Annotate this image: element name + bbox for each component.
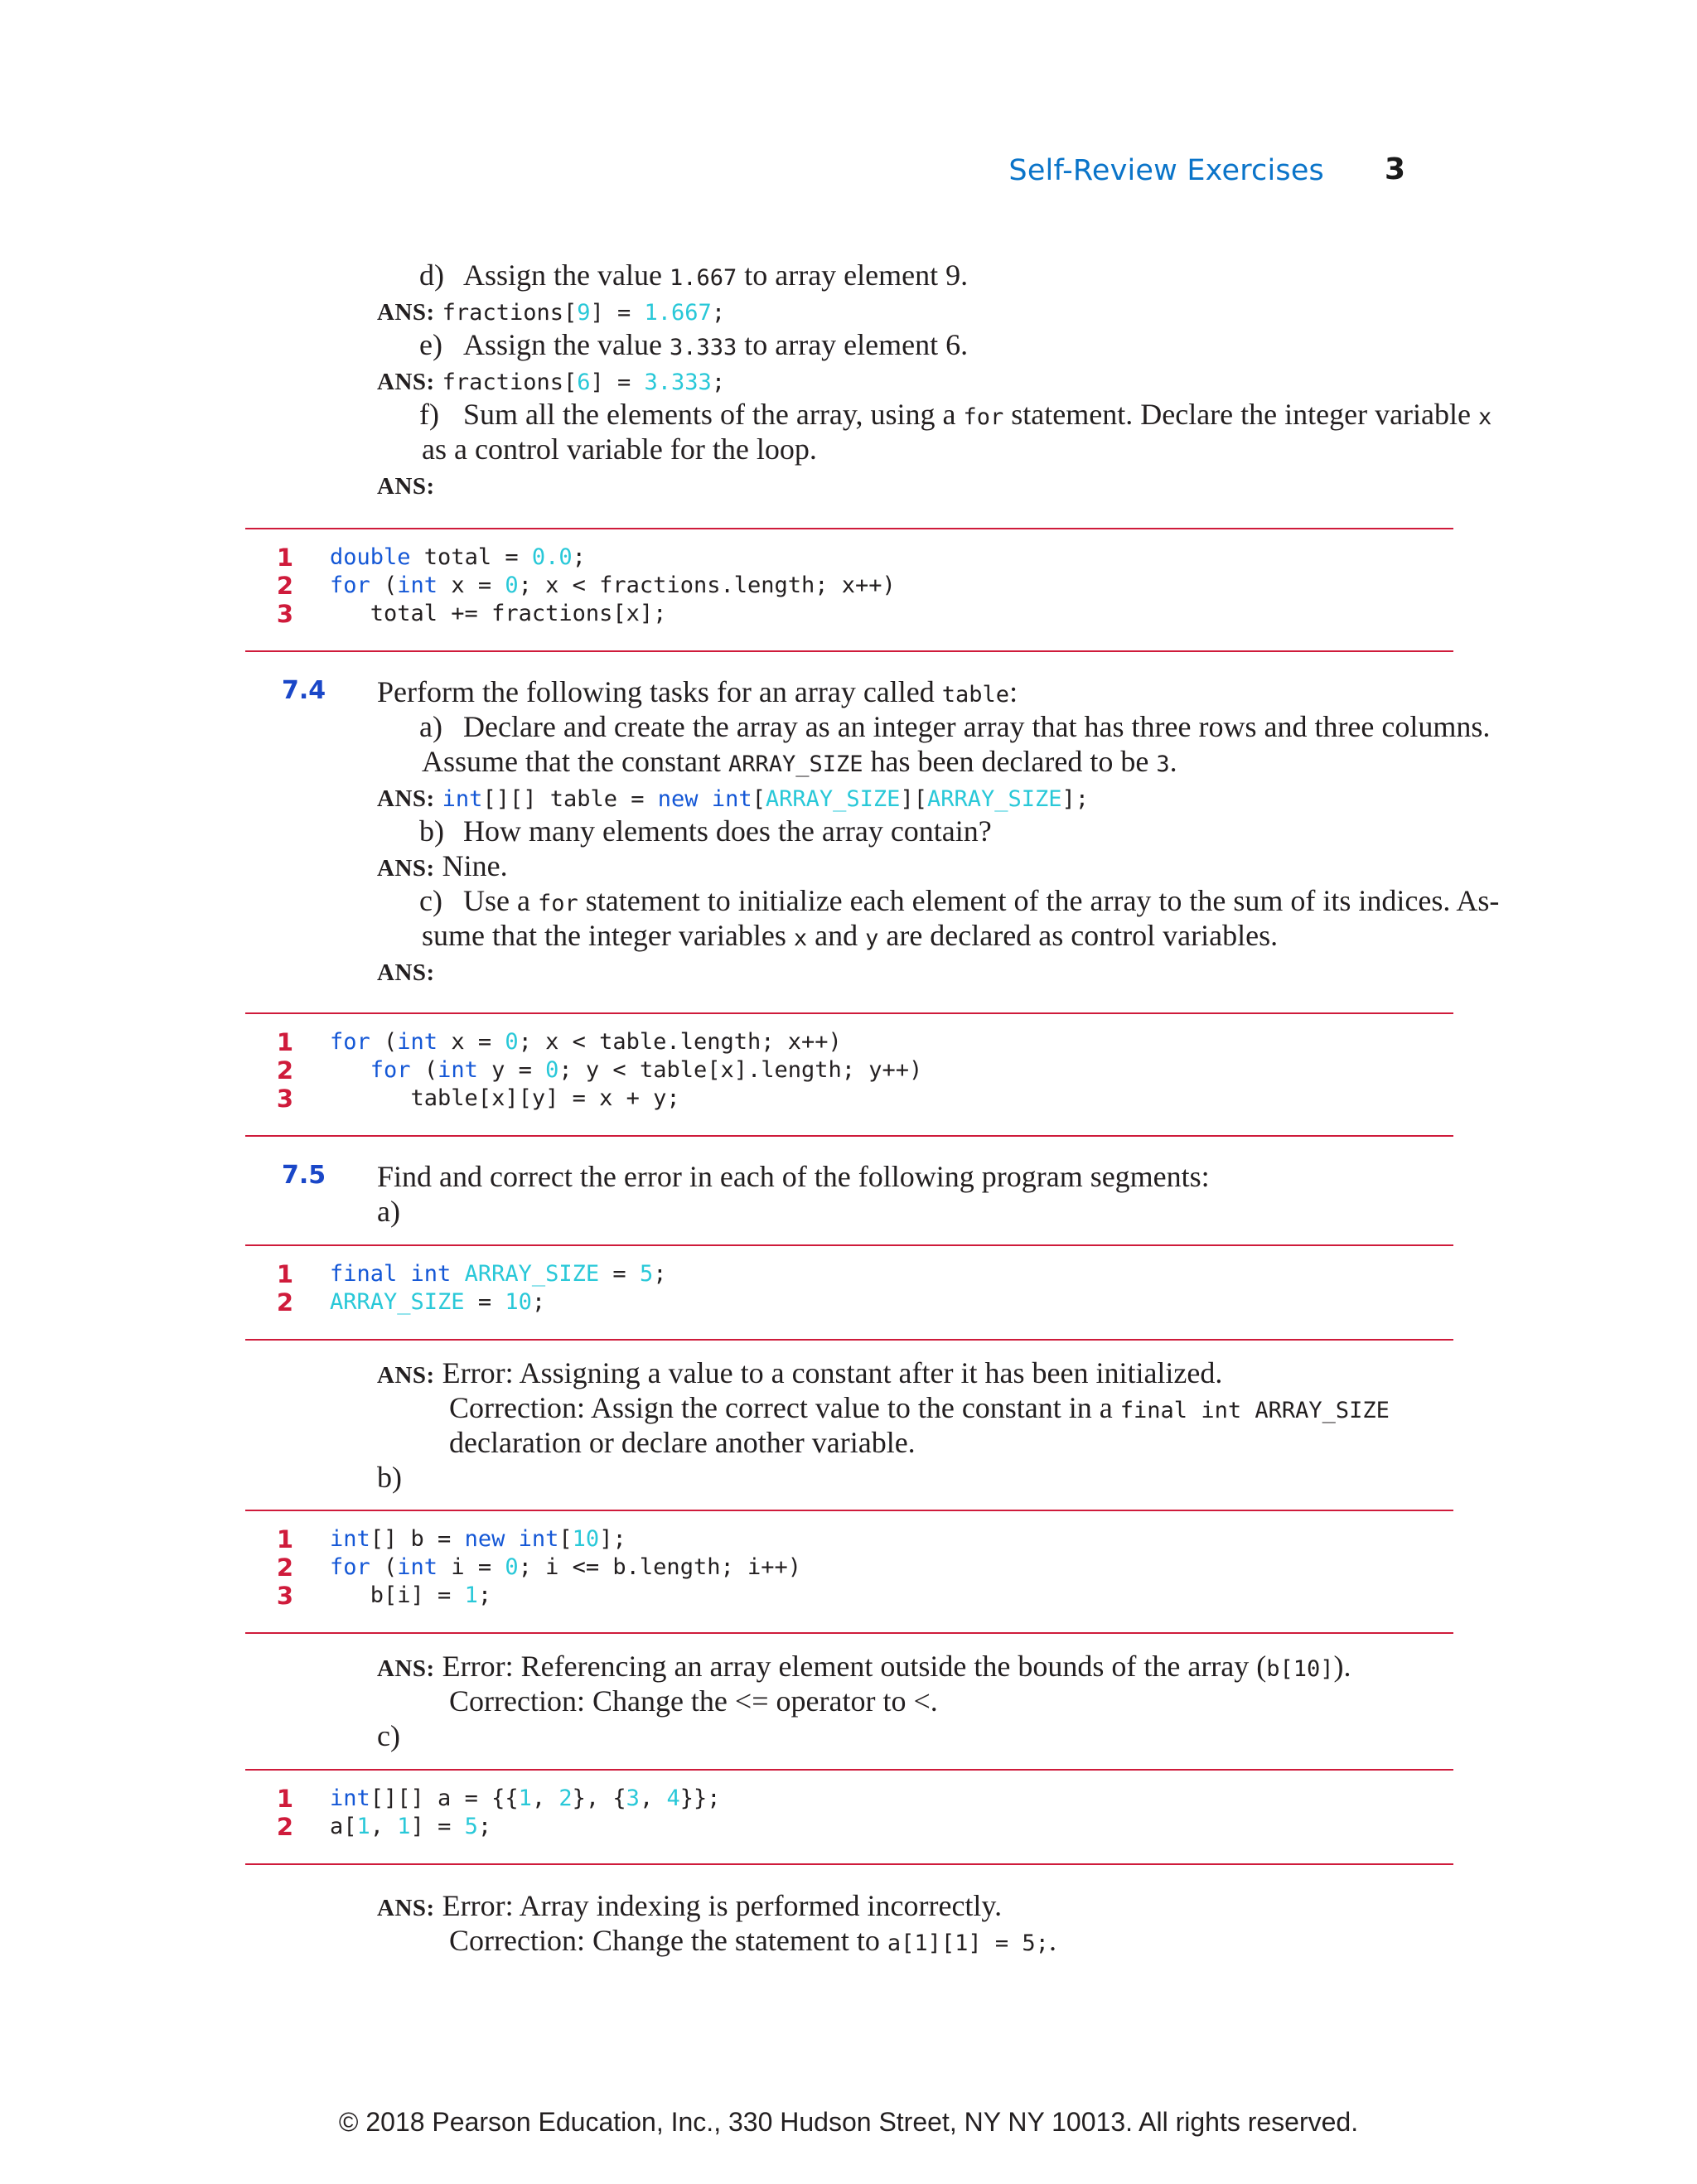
answer-7-3-f: ANS: [377, 473, 435, 500]
code-line [245, 544, 1453, 572]
answer-7-5-a-correction-line2: declaration or declare another variable. [449, 1426, 916, 1459]
code-line [245, 1525, 1453, 1553]
answer-7-5-c-correction: Correction: Change the statement to a[1][1] = 5;. [449, 1924, 1056, 1957]
answer-7-4-a: ANS: int[][] table = new int[ARRAY_SIZE][ARRAY_SIZE]; [377, 785, 1090, 812]
code-text: total += fractions[x]; [330, 601, 667, 626]
exercise-7-4-a: a) Declare and create the array as an integer array that has three rows and three columns. [419, 710, 1491, 743]
code-text: table[x][y] = x + y; [330, 1085, 680, 1111]
answer-7-5-a: ANS: Error: Assigning a value to a constant after it has been initialized. [377, 1356, 1223, 1389]
answer-7-3-d: ANS: fractions[9] = 1.667; [377, 299, 726, 326]
code-rule-top [245, 1510, 1453, 1511]
line-number: 2 [276, 1553, 294, 1582]
exercise-7-3-d: d) Assign the value 1.667 to array element 9. [419, 259, 969, 292]
answer-7-3-e: ANS: fractions[6] = 3.333; [377, 369, 726, 395]
code-text: a[1, 1] = 5; [330, 1814, 492, 1839]
code-line [245, 572, 1453, 600]
code-text: ARRAY_SIZE = 10; [330, 1289, 546, 1315]
line-number: 2 [276, 1813, 294, 1841]
code-rule-top [245, 1769, 1453, 1771]
copyright-footer: © 2018 Pearson Education, Inc., 330 Hudson Street, NY NY 10013. All rights reserved. [338, 2107, 1359, 2137]
line-number: 2 [276, 1056, 294, 1085]
code-rule-bottom [245, 650, 1453, 652]
answer-7-5-a-correction: Correction: Assign the correct value to the constant in a final int ARRAY_SIZE [449, 1391, 1390, 1424]
code-text: for (int y = 0; y < table[x].length; y++) [370, 1057, 923, 1083]
code-rule-top [245, 528, 1453, 529]
exercise-7-4-intro: Perform the following tasks for an array called table: [377, 675, 1018, 708]
code-rule-bottom [245, 1863, 1453, 1865]
code-rule-bottom [245, 1632, 1453, 1634]
line-number: 2 [276, 572, 294, 600]
exercise-7-3-e: e) Assign the value 3.333 to array element 6. [419, 328, 969, 361]
exercise-7-5-a-label: a) [377, 1195, 400, 1228]
answer-code: int[][] table = new int[ARRAY_SIZE][ARRAY_SIZE]; [442, 786, 1090, 812]
code-rule-top [245, 1012, 1453, 1014]
code-line [245, 1813, 1453, 1841]
code-text: final int ARRAY_SIZE = 5; [330, 1261, 667, 1287]
section-title: Self-Review Exercises [1008, 154, 1324, 187]
exercise-number: 7.4 [282, 676, 326, 705]
exercise-7-5-c-label: c) [377, 1719, 400, 1752]
code-text: b[i] = 1; [330, 1582, 492, 1608]
exercise-7-4-c: c) Use a for statement to initialize each element of the array to the sum of its indices. As- [419, 884, 1500, 917]
code-line [245, 1582, 1453, 1610]
running-header [0, 154, 1697, 196]
code-line [245, 1028, 1453, 1056]
code-text: for (int i = 0; i <= b.length; i++) [330, 1554, 801, 1580]
code-line [245, 1260, 1453, 1288]
line-number: 1 [276, 1028, 294, 1056]
answer-7-5-c: ANS: Error: Array indexing is performed incorrectly. [377, 1889, 1003, 1922]
line-number: 3 [276, 600, 294, 628]
exercise-7-5-b-label: b) [377, 1461, 402, 1494]
line-number: 3 [276, 1582, 294, 1610]
page-number: 3 [1385, 152, 1406, 186]
code-rule-bottom [245, 1339, 1453, 1341]
code-line [245, 1288, 1453, 1317]
line-number: 2 [276, 1288, 294, 1317]
code-rule-bottom [245, 1135, 1453, 1137]
line-number: 1 [276, 1525, 294, 1553]
answer-7-5-b-correction: Correction: Change the <= operator to <. [449, 1684, 938, 1718]
code-line [245, 1785, 1453, 1813]
exercise-7-4-a-line2: Assume that the constant ARRAY_SIZE has been declared to be 3. [422, 745, 1177, 778]
code-line [245, 1085, 1453, 1113]
exercise-7-4-c-line2: sume that the integer variables x and y are declared as control variables. [422, 919, 1279, 952]
exercise-7-5-intro: Find and correct the error in each of the following program segments: [377, 1160, 1210, 1193]
answer-7-4-c: ANS: [377, 959, 435, 986]
code-line [245, 1056, 1453, 1085]
line-number: 1 [276, 1785, 294, 1813]
code-line [245, 1553, 1453, 1582]
code-text: for (int x = 0; x < table.length; x++) [330, 1029, 842, 1055]
answer-code: fractions[9] = 1.667; [442, 300, 726, 326]
code-text: int[] b = new int[10]; [330, 1526, 626, 1552]
line-number: 1 [276, 1260, 294, 1288]
code-rule-top [245, 1244, 1453, 1246]
answer-7-4-b: ANS: Nine. [377, 849, 508, 882]
exercise-7-3-f-line2: as a control variable for the loop. [422, 432, 817, 466]
answer-code: fractions[6] = 3.333; [442, 370, 726, 395]
answer-7-5-b: ANS: Error: Referencing an array element outside the bounds of the array (b[10]). [377, 1650, 1351, 1683]
exercise-7-4-b: b) How many elements does the array contain? [419, 814, 992, 848]
exercise-number: 7.5 [282, 1161, 326, 1190]
code-text: int[][] a = {{1, 2}, {3, 4}}; [330, 1785, 721, 1811]
line-number: 3 [276, 1085, 294, 1113]
exercise-7-3-f: f) Sum all the elements of the array, using a for statement. Declare the integer variable x [419, 398, 1492, 431]
code-text: double total = 0.0; [330, 544, 586, 570]
code-text: for (int x = 0; x < fractions.length; x++) [330, 573, 896, 598]
code-line [245, 600, 1453, 628]
line-number: 1 [276, 544, 294, 572]
